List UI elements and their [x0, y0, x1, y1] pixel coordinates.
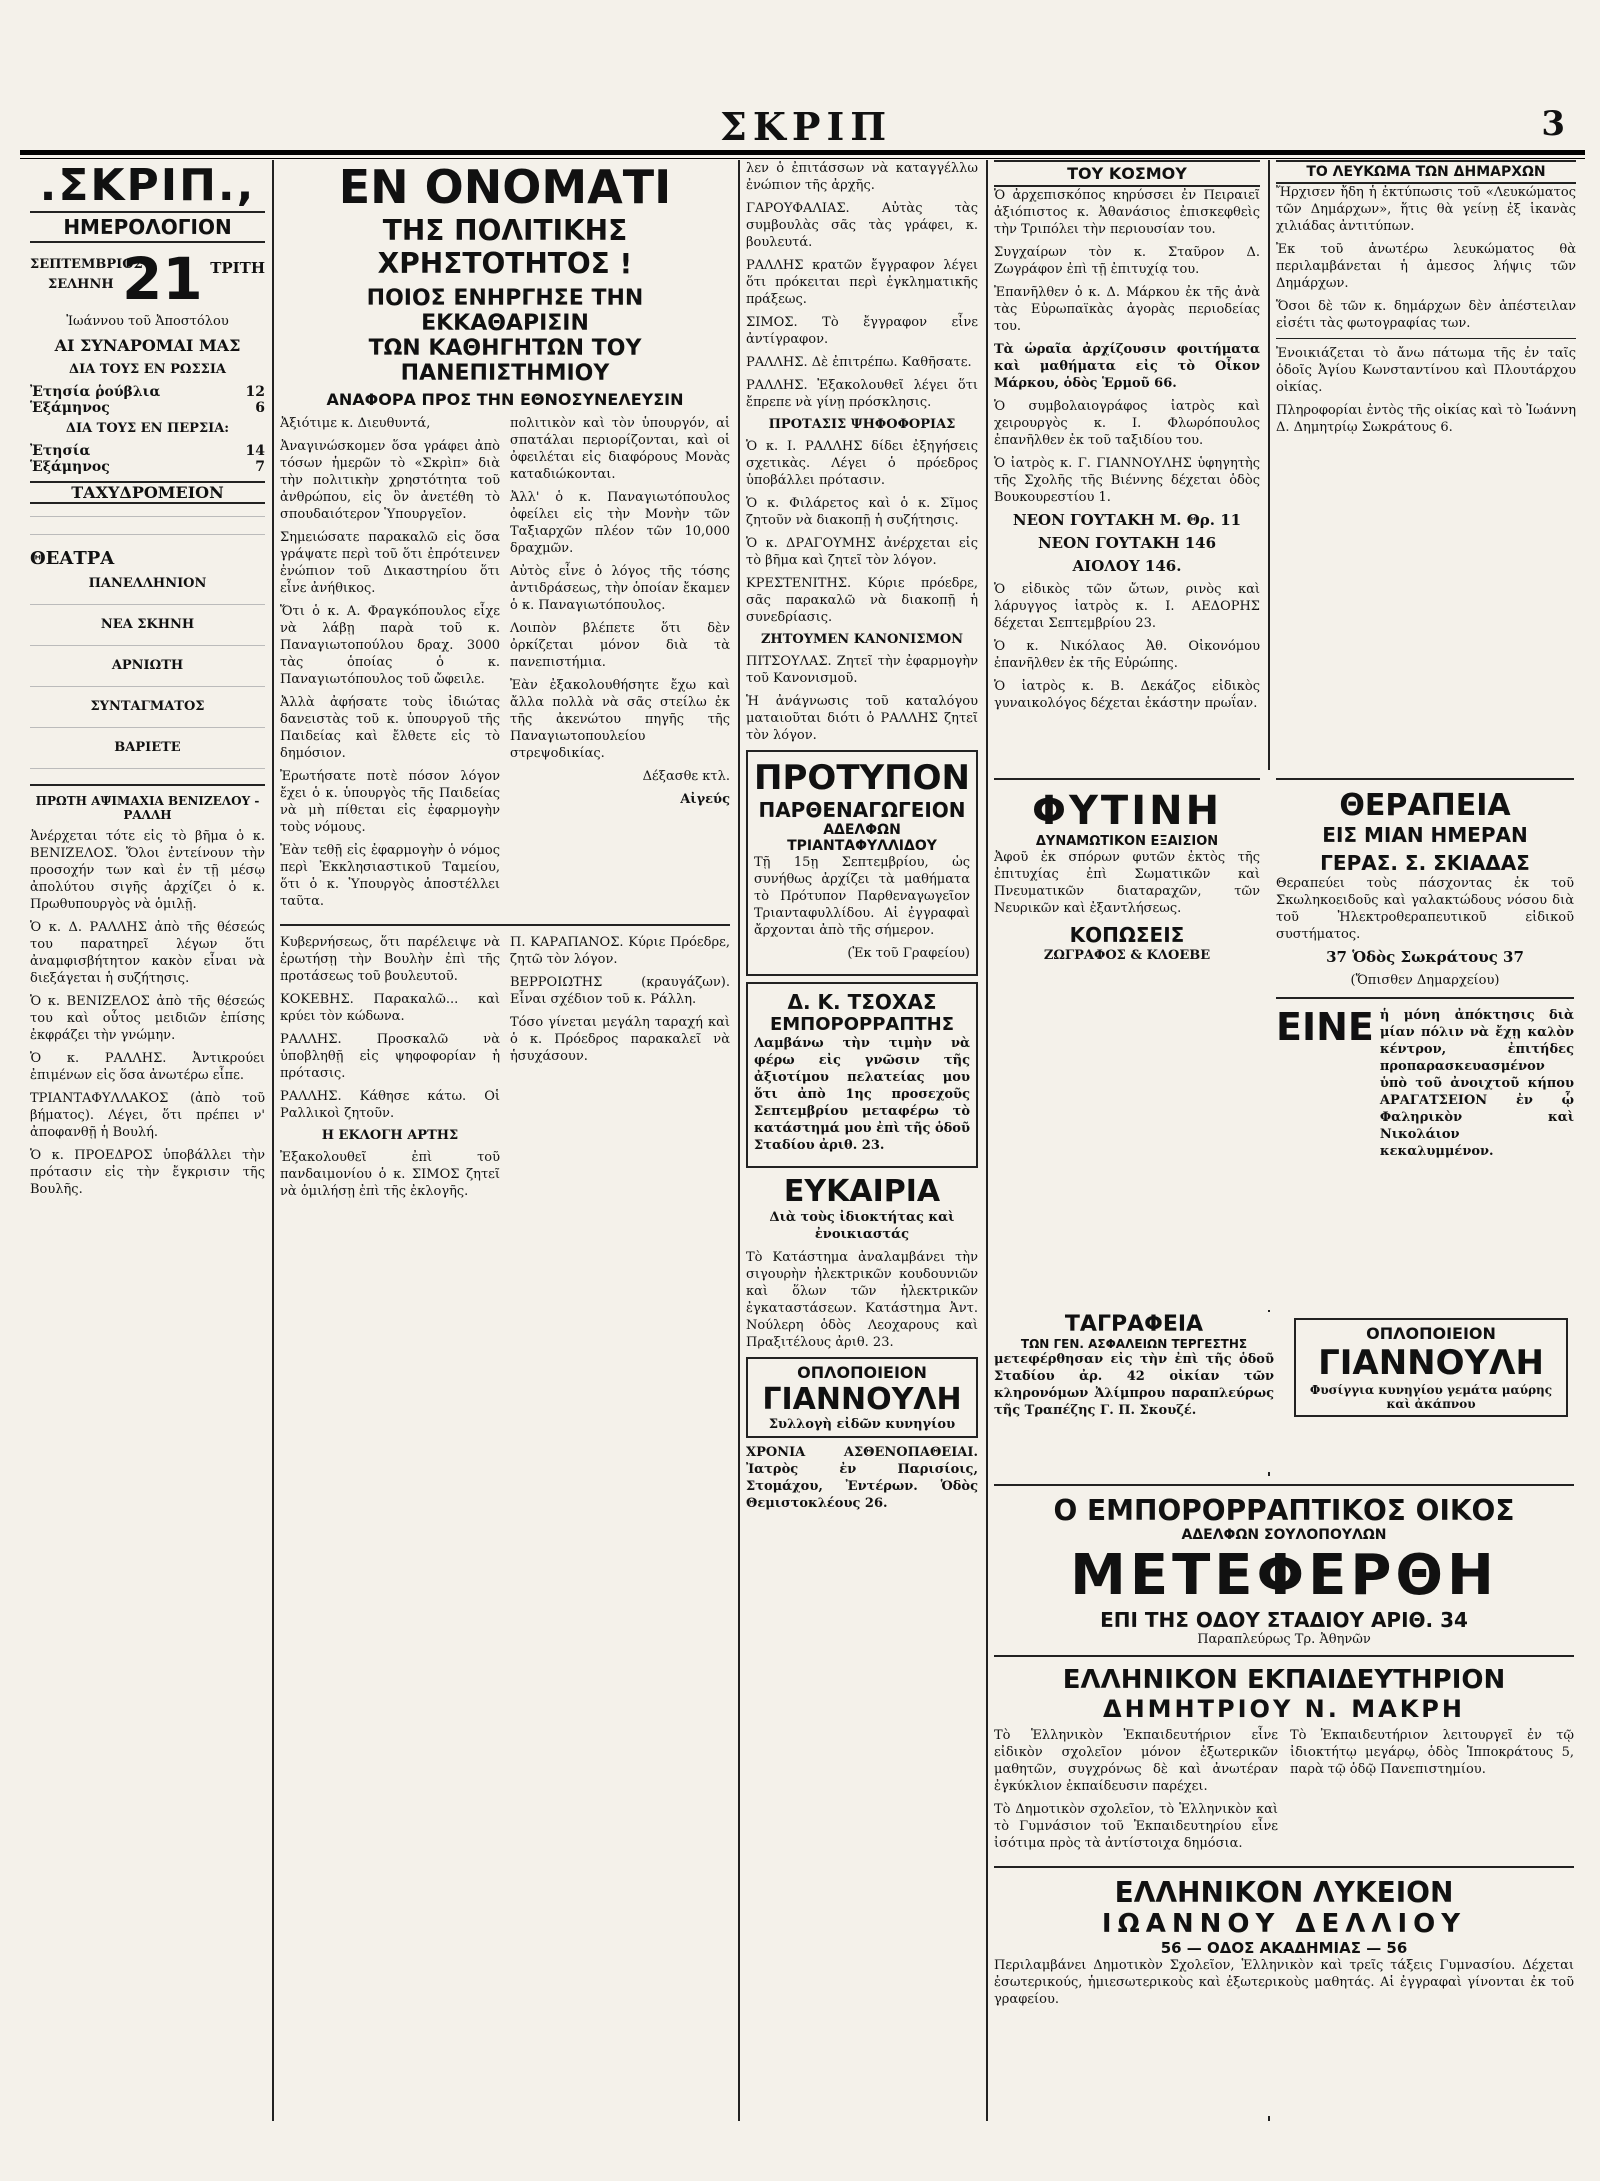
theatre-name: ΝΕΑ ΣΚΗΝΗ: [100, 617, 195, 632]
ad-body-right: [1290, 1727, 1574, 1858]
price-label: Ἑξάμηνος: [30, 459, 110, 475]
price-row: [30, 443, 265, 459]
divider: [1276, 778, 1574, 780]
ad-body: Τὸ Κατάστημα ἀναλαμβάνει τὴν σιγουρὴν ἠλεκτρικῶν κουδουνιῶν καὶ ὅλων τῶν ἠλεκτρικῶν ἐγκαταστάσεων. Κατάστημα Ἀντ. Νούλερη ὁδὸς Λεοχαρους καὶ Πραξιτέλους ἀριθ. 23.: [746, 1250, 978, 1350]
article-paragraph: ΡΑΛΛΗΣ κρατῶν ἔγγραφον λέγει ὅτι πρόκειται περὶ ἐγκληματικῆς πράξεως.: [746, 258, 978, 307]
ad-name: ΓΙΑΝΝΟΥΛΗ: [762, 1382, 962, 1417]
price-row: [30, 459, 265, 475]
masthead: [20, 100, 1585, 160]
text-filler: [30, 598, 265, 612]
ads-block-middle: [994, 1312, 1574, 1472]
ad-phytin: [994, 770, 1260, 970]
ad-subtitle: Συλλογὴ εἰδῶν κυνηγίου: [768, 1417, 956, 1432]
price-label: Ἐτησία ῥούβλια: [30, 384, 161, 400]
ad-gunsmith: [746, 1357, 978, 1438]
text-filler: [30, 639, 265, 653]
ad-body: Θεραπεύει τοὺς πάσχοντας ἐκ τοῦ Σκωληκοειδοῦς καὶ γαλακτώδους νόσου διὰ τοῦ Ἠλεκτροθεραπευτικοῦ εἰδικοῦ συστήματος.: [1276, 876, 1574, 942]
article-paragraph: ΠΙΤΣΟΥΛΑΣ. Ζητεῖ τὴν ἐφαρμογὴν τοῦ Κανονισμοῦ.: [746, 654, 978, 686]
article-paragraph: ΡΑΛΛΗΣ. Προσκαλῶ νὰ ὑποβληθῇ εἰς ψηφοφορίαν ἡ πρότασις.: [280, 1032, 500, 1081]
ad-address: ΕΠΙ ΤΗΣ ΟΔΟΥ ΣΤΑΔΙΟΥ ΑΡΙΘ. 34: [1100, 1608, 1468, 1632]
theatre-name: ΠΑΝΕΛΛΗΝΙΟΝ: [88, 576, 207, 591]
article-paragraph: Ὁ κ. Φιλάρετος καὶ ὁ κ. Σῖμος ζητοῦν νὰ διακοπῇ ἡ συζήτησις.: [746, 496, 978, 528]
alliances-heading: ΑΙ ΣΥΝΑΡΟΜΑΙ ΜΑΣ: [54, 336, 241, 355]
price-value: 6: [255, 400, 265, 416]
post-heading: ΤΑΧΥΔΡΟΜΕΙΟΝ: [30, 481, 265, 504]
article-paragraph: Ἡ ἀνάγνωσις τοῦ καταλόγου ματαιοῦται διότι ὁ ΡΑΛΛΗΣ ζητεῖ τὸν λόγον.: [746, 694, 978, 743]
article-paragraph: ΚΡΕΣΤΕΝΙΤΗΣ. Κύριε πρόεδρε, σᾶς παρακαλῶ νὰ διακοπῇ ἡ συνεδρίασις.: [746, 576, 978, 625]
news-item: Συγχαίρων τὸν κ. Σταῦρον Δ. Ζωγράφον ἐπὶ τῇ ἐπιτυχίᾳ του.: [994, 245, 1260, 277]
theatre-name: ΑΡΝΙΩΤΗ: [111, 658, 184, 673]
theatre-name: ΣΥΝΤΑΓΜΑΤΟΣ: [90, 699, 205, 714]
ad-name: ΚΟΠΩΣΕΙΣ: [1069, 923, 1185, 947]
article-paragraph: Κυβερνήσεως, ὅτι παρέλειψε νὰ ἐρωτήσῃ τὴν Βουλὴν ἐπὶ τῆς προτάσεως τοῦ βουλευτοῦ.: [280, 935, 500, 984]
ad-body: Τῇ 15ῃ Σεπτεμβρίου, ὡς συνήθως ἀρχίζει τὰ μαθήματα τὸ Πρότυπον Παρθεναγωγεῖον Τριανταφυλλίδου. Αἱ ἐγγραφαὶ ἄρχονται ἀπὸ τῆς σήμερον.: [754, 855, 970, 938]
article-left: [280, 415, 500, 916]
ad-body: μετεφέρθησαν εἰς τὴν ἐπὶ τῆς ὁδοῦ Σταδίου ἀρ. 42 οἰκίαν τῶν κληρονόμων Ἀλίμπρου παραπλεύρως τῆς Τραπέζης Γ. Π. Σκουζέ.: [994, 1352, 1274, 1418]
news-item: Ὁ κ. Νικόλαος Ἀθ. Οἰκονόμου ἐπανῆλθεν ἐκ τῆς Εὐρώπης.: [994, 639, 1260, 671]
divider: [1276, 997, 1574, 999]
ad-subtitle: ΑΔΕΛΦΩΝ ΤΡΙΑΝΤΑΦΥΛΛΙΔΟΥ: [787, 822, 937, 854]
article-paragraph: Ὁ κ. Δ. ΡΑΛΛΗΣ ἀπὸ τῆς θέσεώς του παρατηρεῖ λέγων ὅτι ἀναμφισβήτητον κακὸν εἶναι νὰ διεξάγεται ἡ συζήτησις.: [30, 920, 265, 986]
ad-title: ΕΙΝΕ: [1276, 1005, 1374, 1049]
article-paragraph: Π. ΚΑΡΑΠΑΝΟΣ. Κύριε Πρόεδρε, ζητῶ τὸν λόγον.: [510, 935, 730, 967]
vote-subheading: ΠΡΟΤΑΣΙΣ ΨΗΦΟΦΟΡΙΑΣ: [768, 417, 956, 432]
ad-body-left: [994, 1727, 1278, 1858]
ad-name: ΔΗΜΗΤΡΙΟΥ Ν. ΜΑΚΡΗ: [1103, 1695, 1465, 1723]
ad-subtitle: ΔΥΝΑΜΩΤΙΚΟΝ ΕΞΑΙΣΙΟΝ: [1035, 834, 1219, 849]
ad-agent: ΖΩΓΡΑΦΟΣ & ΚΛΟΕΒΕ: [1043, 948, 1211, 963]
ad-subtitle: Διὰ τοὺς ἰδιοκτήτας καὶ ἐνοικιαστάς: [769, 1210, 955, 1242]
column-calendar: [30, 160, 265, 2121]
highlight: ΝΕΟΝ ΓΟΥΤΑΚΗ Μ. Θρ. 11: [1012, 511, 1242, 529]
article-paragraph: Ὁ κ. ΔΡΑΓΟΥΜΗΣ ἀνέρχεται εἰς τὸ βῆμα καὶ ζητεῖ τὸν λόγον.: [746, 536, 978, 568]
ad-tailor: [746, 982, 978, 1168]
section-title: ΗΜΕΡΟΛΟΓΙΟΝ: [30, 211, 265, 243]
news-item: Ὁ ἰατρὸς κ. Β. Δεκάζος εἰδικὸς γυναικολόγος δέχεται ἑκάστην πρωΐαν.: [994, 679, 1260, 711]
session-heading: ΠΡΩΤΗ ΑΨΙΜΑΧΙΑ ΒΕΝΙΖΕΛΟΥ - ΡΑΛΛΗ: [35, 794, 260, 822]
news-item: Ὁ ἀρχεπισκόπος κηρύσσει ἐν Πειραιεῖ ἀξιόπιστος κ. Ἀθανάσιος ἐπισκεφθεὶς τὴν Τριπόλει τὴν περιουσίαν του.: [994, 188, 1260, 237]
headline-sub: ΤΗΣ ΠΟΛΙΤΙΚΗΣ ΧΡΗΣΤΟΤΗΤΟΣ !: [377, 214, 633, 280]
news-item: Ὁ συμβολαιογράφος ἰατρὸς καὶ χειρουργὸς κ. Ι. Φλωρόπουλος ἐπανῆλθεν ἐκ τοῦ ταξιδίου του.: [994, 399, 1260, 448]
headline-deck-2: ΤΩΝ ΚΑΘΗΓΗΤΩΝ ΤΟΥ ΠΑΝΕΠΙΣΤΗΜΙΟΥ: [368, 336, 642, 386]
article-paragraph: ΓΑΡΟΥΦΑΛΙΑΣ. Αὐτὰς τὰς συμβουλὰς σᾶς τὰς γράφει, κ. βουλευτά.: [746, 201, 978, 250]
weekday: ΤΡΙΤΗ: [210, 259, 265, 277]
article-paragraph: Ὁ κ. Ι. ΡΑΛΛΗΣ δίδει ἐξηγήσεις σχετικὰς. Λέγει ὁ πρόεδρος ὑποβάλλει πρότασιν.: [746, 439, 978, 488]
signature: Αἰγεύς: [680, 792, 730, 807]
notice: Ἐνοικιάζεται τὸ ἄνω πάτωμα τῆς ἐν ταῖς ὁδοῖς Ἀγίου Κωνσταντίνου καὶ Πλουτάρχου οἰκίας.: [1276, 346, 1576, 395]
signoff: Δέξασθε κτλ.: [642, 769, 730, 784]
article-paragraph: Ἐρωτήσατε ποτὲ πόσον λόγον ἔχει ὁ κ. ὑπουργὸς τῆς Παιδείας νὰ μὴ πίθεται εἰς ἐφαρμογὴν τοὺς νόμους.: [280, 769, 500, 835]
session-columns: [280, 934, 730, 1206]
ads-block-lower: [994, 1476, 1574, 2116]
ad-title: Δ. Κ. ΤΣΟΧΑΣ: [787, 990, 937, 1014]
article-paragraph: Ἐὰν ἐξακολουθήσητε ἔχω καὶ ἄλλα πολλὰ νὰ σᾶς στείλω ἐκ τῆς ἀκενώτου πηγῆς τῆς Παναγιωτοπουλείου στρεψοδικίας.: [510, 678, 730, 761]
price-label: Ἐτησία: [30, 443, 91, 459]
text-filler: [30, 762, 265, 776]
article-paragraph: Ἐξακολουθεῖ ἐπὶ τοῦ πανδαιμονίου ὁ κ. ΣΙΜΟΣ ζητεῖ νὰ ὁμιλήσῃ ἐπὶ τῆς ἐκλογῆς.: [280, 1150, 500, 1199]
ad-school: [746, 750, 978, 976]
month: ΣΕΠΤΕΜΒΡΙΟΣ: [30, 257, 143, 272]
ad-subtitle: ΕΜΠΟΡΟΡΡΑΠΤΗΣ: [769, 1014, 955, 1035]
ad-title: Ο ΕΜΠΟΡΟΡΡΑΠΤΙΚΟΣ ΟΙΚΟΣ: [1053, 1494, 1515, 1527]
ad-title: ΕΥΚΑΙΡΙΑ: [783, 1174, 941, 1209]
article-paragraph: Ἐὰν τεθῇ εἰς ἐφαρμογὴν ὁ νόμος περὶ Ἐκκλησιαστικοῦ Ταμείου, ὅτι ὁ κ. Ὑπουργὸς ἀποστέλλει ταῦτα.: [280, 843, 500, 909]
masthead-title: ΣΚΡΙΠ: [720, 104, 893, 149]
ad-address-sub: Παραπλεύρως Τρ. Ἀθηνῶν: [1197, 1632, 1371, 1647]
ad-body: ἡ μόνη ἀπόκτησις διὰ μίαν πόλιν νὰ ἔχῃ καλὸν κέντρον, ἐπιτήδες προπαρασκευασμένον ὑπὸ τοῦ ἀνοιχτοῦ κήπου ΑΡΑΓΑΤΣΕΙΟΝ ἐν ᾧ Φαληρικὸν καὶ Νικολάιον κεκαλυμμένον.: [1379, 1008, 1574, 1159]
article-paragraph: Σημειώσατε παρακαλῶ εἰς ὅσα γράψατε περὶ τοῦ ὅτι ἐπρότεινεν ἐνώπιον τοῦ Δικαστηρίου ὅτι εἶνε ἀνήθικος.: [280, 530, 500, 596]
divider: [994, 1655, 1574, 1657]
news-item: Ἐπανῆλθεν ὁ κ. Δ. Μάρκου ἐκ τῆς ἀνὰ τὰς Εὐρωπαϊκὰς ἀγορὰς περιοδείας του.: [994, 285, 1260, 334]
column-divider: [986, 160, 988, 2121]
article-paragraph: Ἀναγινώσκομεν ὅσα γράφει ἀπὸ τόσων ἡμερῶν τὸ «Σκρὶπ» διὰ τὴν πολιτικὴν χρηστότητα τοῦ ἀνθρώπου, εἰς ὃν ἀνετέθη τὸ σπουδαιότερον Ὑπουργεῖον.: [280, 439, 500, 522]
ad-body: Τὸ Ἐκπαιδευτήριον λειτουργεῖ ἐν τῷ ἰδιοκτήτῳ μεγάρῳ, ὁδὸς Ἱπποκράτους 5, παρὰ τῷ ὁδῷ Πανεπιστημίου.: [1290, 1728, 1574, 1777]
news-item: Τὰ ὡραῖα ἀρχίζουσιν φοιτήματα καὶ μαθήματα εἰς τὸ Οἶκον Μάρκου, ὁδὸς Ἑρμοῦ 66.: [994, 342, 1260, 391]
article-paragraph: ΡΑΛΛΗΣ. Κάθησε κάτω. Οἱ Ραλλικοὶ ζητοῦν.: [280, 1089, 500, 1121]
ad-insurance: [994, 1312, 1274, 1425]
ad-body-columns: [994, 1727, 1574, 1858]
ad-body: Τὸ Ἑλληνικὸν Ἐκπαιδευτήριον εἶνε εἰδικὸν σχολεῖον μόνον ἐξωτερικῶν μαθητῶν, συγχρόνως δὲ καὶ ἀνωτέραν ἐγκύκλιον ἐκπαίδευσιν παρέχει.: [994, 1728, 1278, 1794]
column-parliament: [746, 160, 978, 2121]
column-lead-article: [280, 160, 730, 2121]
article-columns: [280, 415, 730, 916]
salutation: Ἀξιότιμε κ. Διευθυντά,: [280, 416, 431, 431]
ad-address-sub: (Ὄπισθεν Δημαρχείου): [1350, 973, 1500, 988]
session-right: [510, 934, 730, 1206]
notice: Ἐκ τοῦ ἀνωτέρω λευκώματος θὰ περιλαμβάνεται ἡ ἀμεσος λήψις τῶν Δημάρχων.: [1276, 242, 1576, 291]
day-number: 21: [122, 245, 203, 313]
article-paragraph: ΒΕΡΡΟΙΩΤΗΣ (κραυγάζων). Εἶναι σχέδιον τοῦ κ. Ράλλη.: [510, 975, 730, 1007]
ad-title: ΕΛΛΗΝΙΚΟΝ ΕΚΠΑΙΔΕΥΤΗΡΙΟΝ: [1062, 1665, 1506, 1695]
saint-of-day: Ἰωάννου τοῦ Ἀποστόλου: [66, 314, 229, 329]
ad-subtitle: Φυσίγγια κυνηγίου γεμάτα μαύρης καὶ ἀκάπνου: [1309, 1383, 1553, 1411]
article-paragraph: πολιτικὸν καὶ τὸν ὑπουργόν, αἱ σπατάλαι περιορίζονται, καὶ οἱ ὀφειλέται εἰς διαφόρους Μονὰς καταδιώκονται.: [510, 416, 730, 482]
ad-body: ΧΡΟΝΙΑ ΑΣΘΕΝΟΠΑΘΕΙΑΙ. Ἰατρὸς ἐν Παρισίοις, Στομάχου, Ἐντέρων. Ὁδὸς Θεμιστοκλέους 26.: [746, 1445, 978, 1511]
ad-sign: (Ἐκ τοῦ Γραφείου): [847, 946, 970, 961]
article-paragraph: Ὁ κ. ΠΡΟΕΔΡΟΣ ὑποβάλλει τὴν πρότασιν εἰς τὴν ἔγκρισιν τῆς Βουλῆς.: [30, 1148, 265, 1197]
divider: [280, 924, 730, 926]
news-item: Ὁ εἰδικὸς τῶν ὤτων, ρινὸς καὶ λάρυγγος ἰατρὸς κ. Ι. ΑΕΔΟΡΗΣ δέχεται Σεπτεμβρίου 23.: [994, 582, 1260, 631]
column-divider: [272, 160, 274, 2121]
ad-garden: [1276, 1007, 1574, 1166]
date-block: [30, 245, 265, 313]
text-filler: [30, 680, 265, 694]
divider: [994, 1484, 1574, 1486]
ad-subtitle: ΠΑΡΘΕΝΑΓΩΓΕΙΟΝ: [758, 798, 966, 822]
notice: Ὅσοι δὲ τῶν κ. δημάρχων δὲν ἀπέστειλαν εἰσέτι τὰς φωτογραφίας των.: [1276, 299, 1576, 331]
price-value: 7: [255, 459, 265, 475]
arta-subheading: Η ΕΚΛΟΓΗ ΑΡΤΗΣ: [321, 1128, 459, 1143]
rules-subheading: ΖΗΤΟΥΜΕΝ ΚΑΝΟΝΙΣΜΟΝ: [760, 632, 964, 647]
article-paragraph: Ἀλλὰ ἀφήσατε τοὺς ἰδιώτας δανειστὰς τοῦ κ. ὑπουργοῦ τῆς Παιδείας καὶ ἔλθετε εἰς τὸ δημόσιον.: [280, 695, 500, 761]
ad-name: ΙΩΑΝΝΟΥ ΔΕΛΛΙΟΥ: [1101, 1909, 1467, 1939]
notice: Πληροφορίαι ἐντὸς τῆς οἰκίας καὶ τὸ Ἰωάννη Δ. Δημητρίῳ Σωκράτους 6.: [1276, 403, 1576, 435]
ad-headline: ΜΕΤΕΦΕΡΘΗ: [1070, 1543, 1498, 1608]
column-divider: [738, 160, 740, 2121]
ad-body: Περιλαμβάνει Δημοτικὸν Σχολεῖον, Ἑλληνικὸν καὶ τρεῖς τάξεις Γυμνασίου. Δέχεται ἐσωτερικούς, ἡμιεσωτερικοὺς καὶ ἐξωτερικοὺς μαθητάς. Αἱ ἐγγραφαὶ γίνονται ἐκ τοῦ γραφείου.: [994, 1958, 1574, 2007]
article-paragraph: Ὅτι ὁ κ. Α. Φραγκόπουλος εἶχε νὰ λάβῃ παρὰ τοῦ κ. Παναγιωτοπούλου δραχ. 3000 τὰς ὁποίας ὁ κ. Παναγιωτόπουλος τοῦ ὤφειλε.: [280, 604, 500, 687]
ad-title: ΠΡΟΤΥΠΟΝ: [754, 758, 970, 798]
text-filler: [30, 528, 265, 542]
ad-body: Τὸ Δημοτικὸν σχολεῖον, τὸ Ἑλληνικὸν καὶ τὸ Γυμνάσιον τοῦ Ἐκπαιδευτηρίου εἶνε ἰσότιμα πρὸς τὰ ἀντίστοιχα δημόσια.: [994, 1802, 1278, 1851]
ad-subtitle: ΑΔΕΛΦΩΝ ΣΟΥΛΟΠΟΥΛΩΝ: [1181, 1527, 1387, 1543]
theatre-name: ΒΑΡΙΕΤΕ: [114, 740, 181, 755]
article-paragraph: Τόσο γίνεται μεγάλη ταραχή καὶ ὁ κ. Πρόεδρος παρακαλεῖ νὰ ἡσυχάσουν.: [510, 1015, 730, 1064]
ad-therapy: [1276, 770, 1574, 1166]
ad-body: Ἀφοῦ ἐκ σπόρων φυτῶν ἐκτὸς τῆς ἐπιτυχίας ἐπὶ Σωματικῶν καὶ Πνευματικῶν διαταραχῶν, τῶν Νευρικῶν καὶ ἐξαντλήσεως.: [994, 850, 1260, 916]
section-heading: ΤΟΥ ΚΟΣΜΟΥ: [994, 160, 1260, 187]
ad-title: ΟΠΛΟΠΟΙΕΙΟΝ: [797, 1363, 927, 1382]
ad-subtitle: ΕΙΣ ΜΙΑΝ ΗΜΕΡΑΝ: [1322, 823, 1528, 847]
highlight: ΑΙΟΛΟΥ 146.: [1072, 557, 1182, 575]
ad-body: Λαμβάνω τὴν τιμὴν νὰ φέρω εἰς γνῶσιν τῆς ἀξιοτίμου πελατείας μου ὅτι ἀπὸ 1ης προσεχοῦς Σεπτεμβρίου μεταφέρω τὸ κατάστημά μου ἐπὶ τῆς ὁδοῦ Σταδίου ἀριθ. 23.: [754, 1036, 970, 1153]
headline-deck-1: ΠΟΙΟΣ ΕΝΗΡΓΗΣΕ ΤΗΝ ΕΚΚΑΘΑΡΙΣΙΝ: [366, 286, 644, 336]
moon: ΣΕΛΗΝΗ: [48, 277, 114, 292]
section-heading: ΤΟ ΛΕΥΚΩΜΑ ΤΩΝ ΔΗΜΑΡΧΩΝ: [1276, 160, 1576, 184]
headline-deck-3: ΑΝΑΦΟΡΑ ΠΡΟΣ ΤΗΝ ΕΘΝΟΣΥΝΕΛΕΥΣΙΝ: [326, 390, 684, 409]
article-paragraph: Ἀνέρχεται τότε εἰς τὸ βῆμα ὁ κ. ΒΕΝΙΖΕΛΟΣ. Ὅλοι ἐντείνουν τὴν προσοχήν των καὶ ἐν τῇ μέσῳ ἀπολύτου σιγῆς ἀρχίζει ὁ κ. Πρωθυπουργὸς νὰ ὁμιλῇ.: [30, 829, 265, 912]
brand-title: .ΣΚΡΙΠ.,: [39, 160, 256, 211]
ad-gunsmith: [1294, 1318, 1568, 1417]
divider: [994, 778, 1260, 780]
persia-subheading: ΔΙΑ ΤΟΥΣ ΕΝ ΠΕΡΣΙΑ:: [65, 421, 230, 436]
price-row: [30, 384, 265, 400]
headline-main: ΕΝ ΟΝΟΜΑΤΙ: [338, 160, 672, 214]
price-row: [30, 400, 265, 416]
price-value: 12: [245, 384, 265, 400]
session-left: [280, 934, 500, 1206]
article-paragraph: ΡΑΛΛΗΣ. Ἐξακολουθεῖ λέγει ὅτι ἔπρεπε νὰ γίνῃ πρόσκλησις.: [746, 378, 978, 410]
ad-name: ΓΙΑΝΝΟΥΛΗ: [1318, 1343, 1544, 1383]
article-paragraph: ΡΑΛΛΗΣ. Δὲ ἐπιτρέπω. Καθῆσατε.: [746, 355, 972, 370]
news-item: Ὁ ἰατρὸς κ. Γ. ΓΙΑΝΝΟΥΛΗΣ ὑφηγητὴς τῆς Σχολῆς τῆς Βιέννης δέχεται ὁδὸς Βουκουρεστίου 1.: [994, 456, 1260, 505]
ad-title: ΤΑΓΡΑΦΕΙΑ: [1064, 1312, 1204, 1337]
article-right: [510, 415, 730, 916]
page-number: 3: [1541, 104, 1565, 144]
price-value: 14: [245, 443, 265, 459]
text-filler: [30, 721, 265, 735]
masthead-rule: [20, 150, 1585, 159]
price-label: Ἑξάμηνος: [30, 400, 110, 416]
article-paragraph: Ὁ κ. ΡΑΛΛΗΣ. Ἀντικρούει ἐπιμένων εἰς ὅσα ἀνωτέρω εἶπε.: [30, 1051, 265, 1083]
ads-block-upper: [994, 770, 1574, 1310]
divider: [30, 784, 265, 786]
ad-title: ΟΠΛΟΠΟΙΕΙΟΝ: [1366, 1324, 1496, 1343]
ad-subtitle: ΤΩΝ ΓΕΝ. ΑΣΦΑΛΕΙΩΝ ΤΕΡΓΕΣΤΗΣ: [1020, 1337, 1248, 1351]
article-paragraph: Ὁ κ. ΒΕΝΙΖΕΛΟΣ ἀπὸ τῆς θέσεώς του καὶ οὗτος μειδιῶν ἐπίσης ἐκφράζει τὴν γνώμην.: [30, 994, 265, 1043]
article-paragraph: Λοιπὸν βλέπετε ὅτι δὲν ὀρκίζεται μόνον διὰ τὰ πανεπιστήμια.: [510, 621, 730, 670]
ad-title: ΘΕΡΑΠΕΙΑ: [1339, 788, 1511, 823]
ad-title: ΦΥΤΙΝΗ: [1031, 788, 1223, 834]
article-paragraph: λεν ὁ ἐπιτάσσων νὰ καταγγέλλω ἐνώπιον τῆς ἀρχῆς.: [746, 161, 978, 193]
russia-subheading: ΔΙΑ ΤΟΥΣ ΕΝ ΡΩΣΣΙΑ: [69, 362, 226, 377]
ad-address: 56 — ΟΔΟΣ ΑΚΑΔΗΜΙΑΣ — 56: [1160, 1939, 1408, 1957]
article-paragraph: ΚΟΚΕΒΗΣ. Παρακαλῶ... καὶ κρύει τὸν κώδωνα.: [280, 992, 500, 1024]
article-paragraph: Αὐτὸς εἶνε ὁ λόγος τῆς τόσης ἀντιδράσεως, τὴν ὁποίαν ἔκαμεν ὁ κ. Παναγιωτόπουλος.: [510, 564, 730, 613]
ad-address: 37 Ὁδὸς Σωκράτους 37: [1326, 948, 1524, 966]
divider: [994, 1866, 1574, 1868]
divider: [1276, 338, 1576, 339]
article-paragraph: Ἀλλ' ὁ κ. Παναγιωτόπουλος ὀφείλει εἰς τὴν Μονὴν τῶν Ταξιαρχῶν πλέον τῶν 10,000 δραχμῶν.: [510, 490, 730, 556]
text-filler: [30, 510, 265, 524]
article-paragraph: ΤΡΙΑΝΤΑΦΥΛΛΑΚΟΣ (ἀπὸ τοῦ βήματος). Λέγει, ὅτι πρέπει ν' ἀποφανθῇ ἡ Βουλή.: [30, 1091, 265, 1140]
highlight: ΝΕΟΝ ΓΟΥΤΑΚΗ 146: [1037, 534, 1217, 552]
ad-name: ΓΕΡΑΣ. Σ. ΣΚΙΑΔΑΣ: [1320, 851, 1530, 875]
notice: Ἤρχισεν ἤδη ἡ ἐκτύπωσις τοῦ «Λευκώματος τῶν Δημάρχων», ἥτις θὰ γείνῃ ἐξ ἱκανὰς χιλιάδας ἀντιτύπων.: [1276, 185, 1576, 234]
theatre-heading: ΘΕΑΤΡΑ: [30, 548, 115, 569]
ad-title: ΕΛΛΗΝΙΚΟΝ ΛΥΚΕΙΟΝ: [1114, 1876, 1454, 1909]
article-paragraph: ΣΙΜΟΣ. Τὸ ἔγγραφον εἶνε ἀντίγραφον.: [746, 315, 978, 347]
